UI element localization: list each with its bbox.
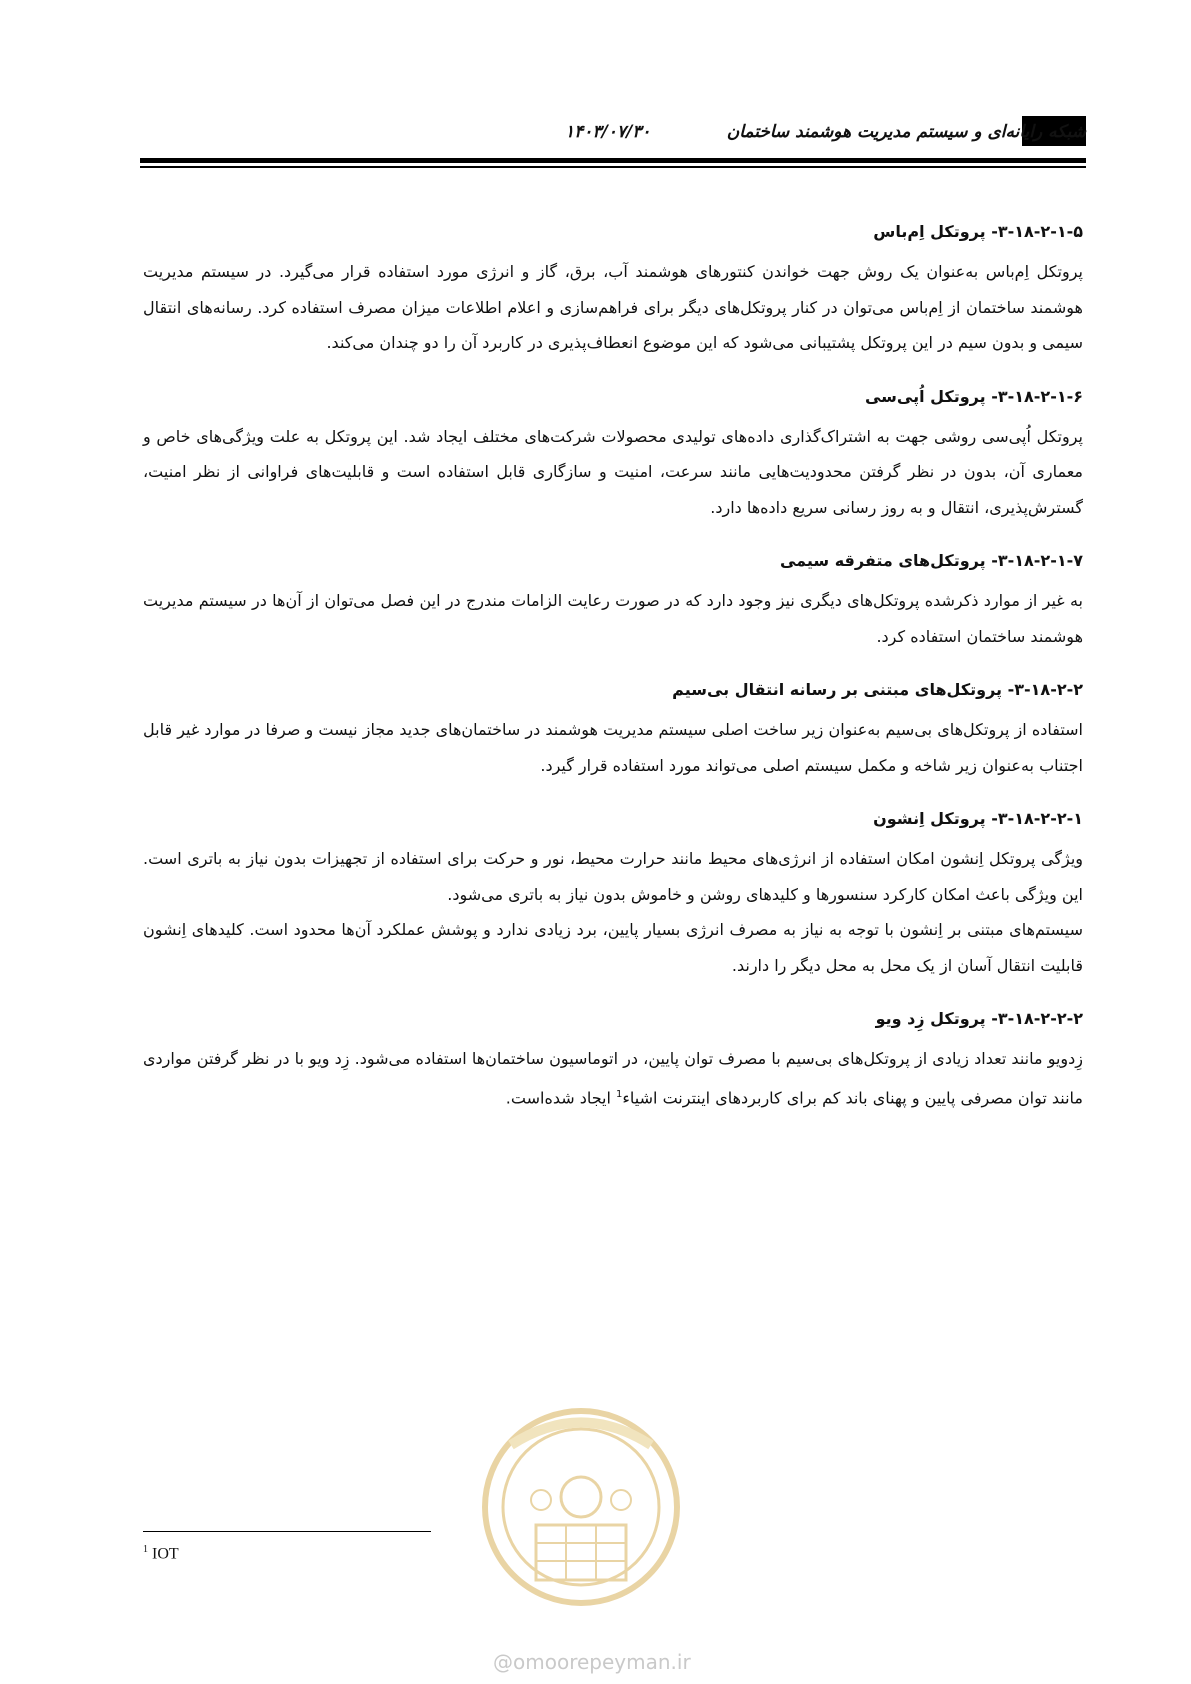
section-zwave: [143, 997, 1083, 1115]
zwave-paragraph-text: زِدویو مانند تعداد زیادی از پروتکل‌های بی‌سیم با مصرف توان پایین، در اتوماسیون ساختمان‌ها استفاده می‌شود. زِد ویو با در نظر گرفتن مواردی مانند توان مصرفی پایین و پهنای باند کم برای کاربردهای اینترنت اشیاء: [143, 1049, 1083, 1107]
page-header: [140, 118, 1086, 154]
section-heading: ۳-۱۸-۲-۲-۲- پروتکل زِد ویو: [875, 1009, 1083, 1028]
section-paragraph: پروتکل اِم‌باس به‌عنوان یک روش جهت خواندن کنتورهای هوشمند آب، برق، گاز و انرژی مورد استفاده قرار می‌گیرد. در سیستم مدیریت هوشمند ساختمان از اِم‌باس می‌توان در کنار پروتکل‌های دیگر برای فراهم‌سازی و اعلام اطلاعات میزان مصرف استفاده کرد. رسانه‌های انتقال سیمی و بدون سیم در این پروتکل پشتیبانی می‌شود که این موضوع انعطاف‌پذیری در کاربرد آن را دو چندان می‌کند.: [143, 262, 1083, 352]
zwave-paragraph-tail: ایجاد شده‌است.: [505, 1087, 617, 1107]
header-rule-thick: [140, 158, 1086, 163]
section-paragraph: سیستم‌های مبتنی بر اِنشون با توجه به نیاز به مصرف انرژی بسیار پایین، برد زیادی ندارد و پوشش عملکرد آن‌ها محدود است. کلیدهای اِنشون قابلیت انتقال آسان از یک محل به محل دیگر را دارند.: [143, 920, 1083, 975]
footnote: [143, 1544, 179, 1563]
section-heading: ۳-۱۸-۲-۲- پروتکل‌های مبتنی بر رسانه انتقال بی‌سیم: [672, 680, 1083, 699]
header-rule-thin: [140, 166, 1086, 168]
watermark-seal-icon: [481, 1405, 681, 1610]
section-paragraph: پروتکل اُپی‌سی روشی جهت به اشتراک‌گذاری داده‌های تولیدی محصولات شرکت‌های مختلف ایجاد شد. این پروتکل به علت ویژگی‌های خاص و معماری آن، بدون در نظر گرفتن محدودیت‌هایی مانند سرعت، امنیت و سازگاری قابل استفاده است و قابلیت‌های فراوانی از نظر امنیت، گسترش‌پذیری، انتقال و به روز رسانی سریع داده‌ها دارد.: [143, 426, 1083, 517]
watermark-text: @omoorepeyman.ir: [493, 1650, 691, 1674]
section-paragraph: استفاده از پروتکل‌های بی‌سیم به‌عنوان زیر ساخت اصلی سیستم مدیریت هوشمند در ساختمان‌های جدید مجاز نیست و صرفا در موارد غیر قابل اجتناب به‌عنوان زیر شاخه و مکمل سیستم اصلی می‌تواند مورد استفاده قرار گیرد.: [143, 720, 1083, 775]
footnote-rule: [143, 1531, 431, 1532]
section-enocean: [143, 797, 1083, 983]
section-heading: ۳-۱۸-۲-۱-۶- پروتکل اُپی‌سی: [864, 386, 1083, 406]
header-title: شبکه رایانه‌ای و سیستم مدیریت هوشمند ساختمان: [726, 122, 1086, 142]
footnote-reference: 1: [616, 1088, 623, 1100]
section-opc: [143, 375, 1083, 526]
section-paragraph: [143, 1041, 1083, 1115]
section-heading: ۳-۱۸-۲-۲-۱- پروتکل اِنشون: [873, 809, 1083, 828]
section-paragraph: ویژگی پروتکل اِنشون امکان استفاده از انرژی‌های محیط مانند حرارت محیط، نور و حرکت برای استفاده از تجهیزات بدون نیاز به باتری است. این ویژگی باعث امکان کارکرد سنسورها و کلیدهای روشن و خاموش بدون نیاز به باتری می‌شود.: [143, 849, 1083, 904]
header-date: ۱۴۰۳/۰۷/۳۰: [565, 122, 651, 142]
section-wireless: [143, 668, 1083, 783]
section-misc-wired: [143, 539, 1083, 654]
document-body: [143, 210, 1083, 1129]
section-heading: ۳-۱۸-۲-۱-۷- پروتکل‌های متفرقه سیمی: [779, 551, 1083, 570]
section-paragraph: به غیر از موارد ذکرشده پروتکل‌های دیگری نیز وجود دارد که در صورت رعایت الزامات مندرج در این فصل می‌توان از آن‌ها در سیستم مدیریت هوشمند ساختمان استفاده کرد.: [143, 591, 1083, 646]
section-mbus: [143, 210, 1083, 361]
footnote-marker: 1: [143, 1544, 148, 1555]
section-heading: ۳-۱۸-۲-۱-۵- پروتکل اِم‌باس: [873, 222, 1083, 241]
footnote-text: IOT: [152, 1545, 179, 1563]
